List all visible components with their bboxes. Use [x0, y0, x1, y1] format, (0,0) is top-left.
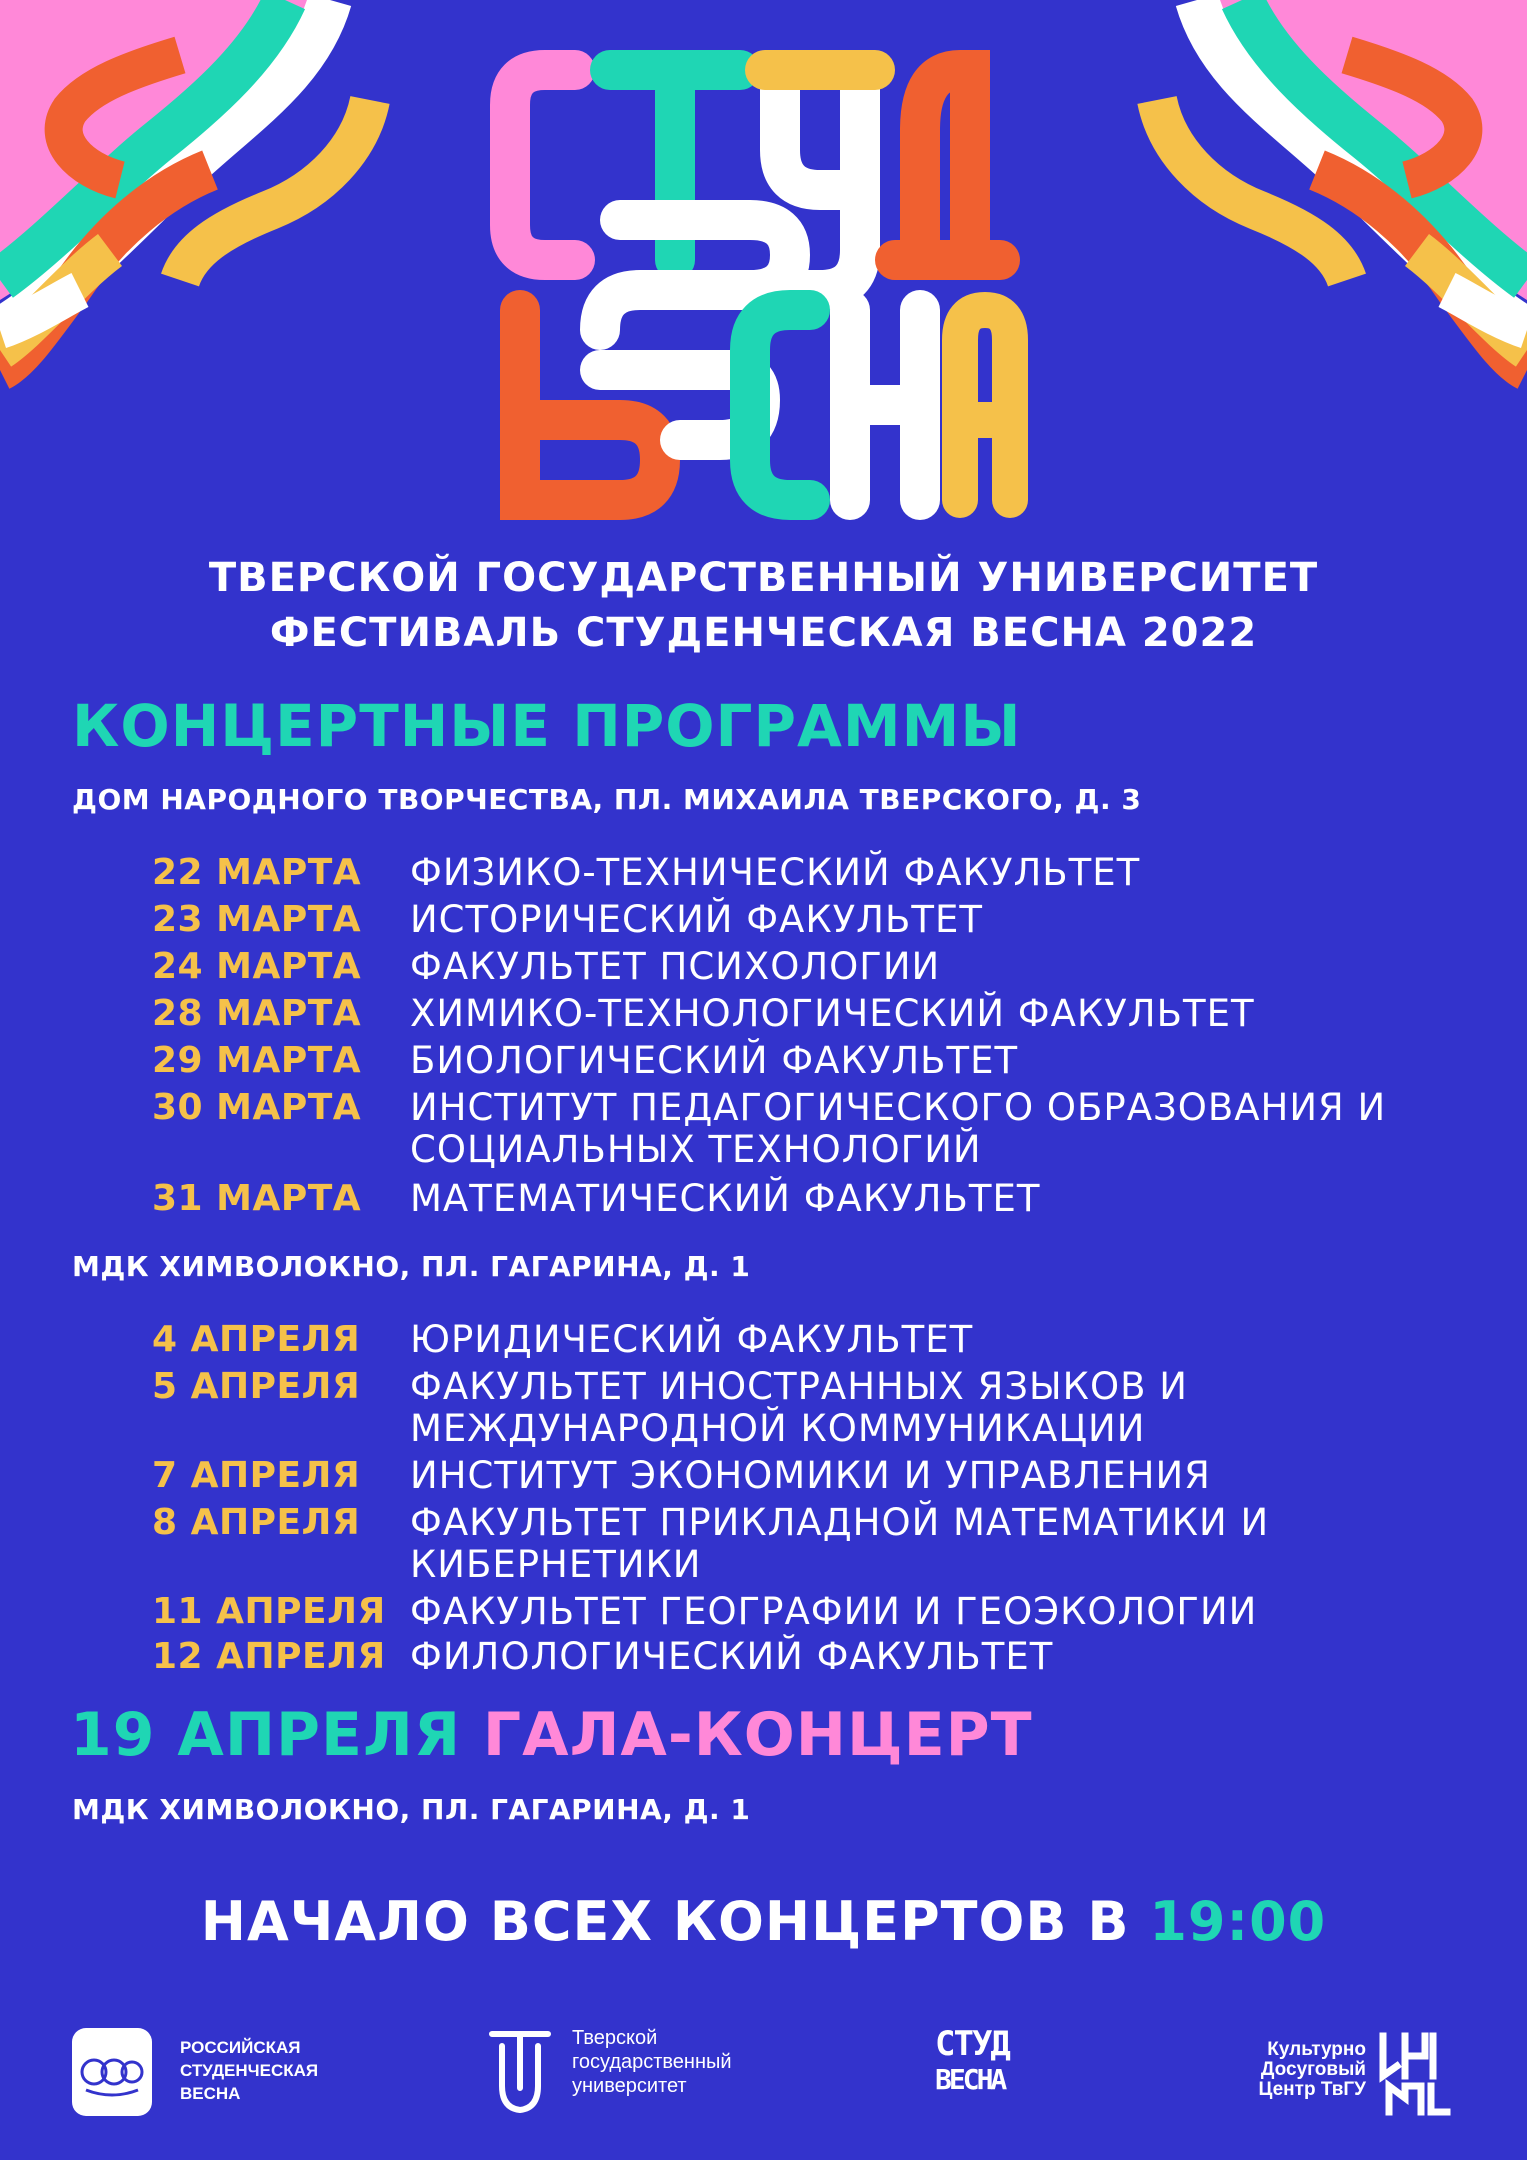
schedule-date: 5 АПРЕЛЯ [152, 1366, 361, 1407]
schedule-date: 7 АПРЕЛЯ [152, 1455, 361, 1496]
corner-decoration-right [1007, 0, 1527, 500]
venue-3: МДК ХИМВОЛОКНО, ПЛ. ГАГАРИНА, Д. 1 [72, 1793, 751, 1826]
studvesna-small-logo [935, 2026, 1009, 2098]
schedule-event: МАТЕМАТИЧЕСКИЙ ФАКУЛЬТЕТ [410, 1177, 1041, 1220]
kdc-logo-mark [1375, 2026, 1455, 2116]
start-text: НАЧАЛО ВСЕХ КОНЦЕРТОВ В [200, 1890, 1130, 1953]
schedule-event: БИОЛОГИЧЕСКИЙ ФАКУЛЬТЕТ [410, 1039, 1019, 1082]
schedule-event: ФАКУЛЬТЕТ ПСИХОЛОГИИ [410, 945, 941, 988]
schedule-event: ХИМИКО-ТЕХНОЛОГИЧЕСКИЙ ФАКУЛЬТЕТ [410, 992, 1255, 1035]
schedule-date: 31 МАРТА [152, 1178, 362, 1219]
gala-title: ГАЛА-КОНЦЕРТ [482, 1700, 1033, 1770]
festival-title: ФЕСТИВАЛЬ СТУДЕНЧЕСКАЯ ВЕСНА 2022 [269, 610, 1258, 656]
schedule-date: 4 АПРЕЛЯ [152, 1319, 361, 1360]
venue-2: МДК ХИМВОЛОКНО, ПЛ. ГАГАРИНА, Д. 1 [72, 1250, 751, 1283]
schedule-event: ФИЛОЛОГИЧЕСКИЙ ФАКУЛЬТЕТ [410, 1635, 1054, 1678]
schedule-date: 11 АПРЕЛЯ [152, 1591, 386, 1632]
schedule-event: ЮРИДИЧЕСКИЙ ФАКУЛЬТЕТ [410, 1318, 974, 1361]
studvesna-small-line2: ВЕСНА [935, 2063, 1005, 2096]
studvesna-small-line1: СТУД [935, 2024, 1009, 2064]
schedule-date: 29 МАРТА [152, 1040, 362, 1081]
schedule-event: ФАКУЛЬТЕТ ИНОСТРАННЫХ ЯЗЫКОВ И МЕЖДУНАРОДНОЙ КОММУНИКАЦИИ [410, 1365, 1188, 1450]
university-title: ТВЕРСКОЙ ГОСУДАРСТВЕННЫЙ УНИВЕРСИТЕТ [208, 555, 1319, 601]
schedule-event: ИСТОРИЧЕСКИЙ ФАКУЛЬТЕТ [410, 898, 983, 941]
schedule-event: ФАКУЛЬТЕТ ГЕОГРАФИИ И ГЕОЭКОЛОГИИ [410, 1590, 1258, 1633]
schedule-date: 24 МАРТА [152, 946, 362, 987]
studvesna-logo [490, 40, 1030, 520]
corner-decoration-left [0, 0, 520, 500]
start-time-notice [0, 1890, 1527, 1953]
schedule-event: ФАКУЛЬТЕТ ПРИКЛАДНОЙ МАТЕМАТИКИ И КИБЕРНЕТИКИ [410, 1501, 1270, 1586]
schedule-date: 12 АПРЕЛЯ [152, 1636, 386, 1677]
schedule-date: 22 МАРТА [152, 852, 362, 893]
rsv-logo [72, 2028, 152, 2116]
tvgu-label: Тверской государственный университет [572, 2027, 732, 2097]
schedule-event: ИНСТИТУТ ПЕДАГОГИЧЕСКОГО ОБРАЗОВАНИЯ И СОЦИАЛЬНЫХ ТЕХНОЛОГИЙ [410, 1086, 1387, 1171]
gala-heading [70, 1700, 1033, 1770]
tvgu-logo-mark [488, 2028, 552, 2114]
schedule-event: ИНСТИТУТ ЭКОНОМИКИ И УПРАВЛЕНИЯ [410, 1454, 1211, 1497]
gala-date: 19 АПРЕЛЯ [70, 1700, 462, 1770]
rsv-label: РОССИЙСКАЯ СТУДЕНЧЕСКАЯ ВЕСНА [180, 2038, 319, 2103]
schedule-date: 30 МАРТА [152, 1087, 362, 1128]
schedule-date: 8 АПРЕЛЯ [152, 1502, 361, 1543]
kdc-label: Культурно Досуговый Центр ТвГУ [1258, 2039, 1366, 2100]
venue-1: ДОМ НАРОДНОГО ТВОРЧЕСТВА, ПЛ. МИХАИЛА ТВЕРСКОГО, Д. 3 [72, 783, 1142, 816]
schedule-date: 28 МАРТА [152, 993, 362, 1034]
rsv-logo-mark [72, 2028, 152, 2116]
schedule-date: 23 МАРТА [152, 899, 362, 940]
start-time: 19:00 [1149, 1890, 1327, 1953]
section-title: КОНЦЕРТНЫЕ ПРОГРАММЫ [72, 692, 1022, 760]
schedule-event: ФИЗИКО-ТЕХНИЧЕСКИЙ ФАКУЛЬТЕТ [410, 851, 1141, 894]
